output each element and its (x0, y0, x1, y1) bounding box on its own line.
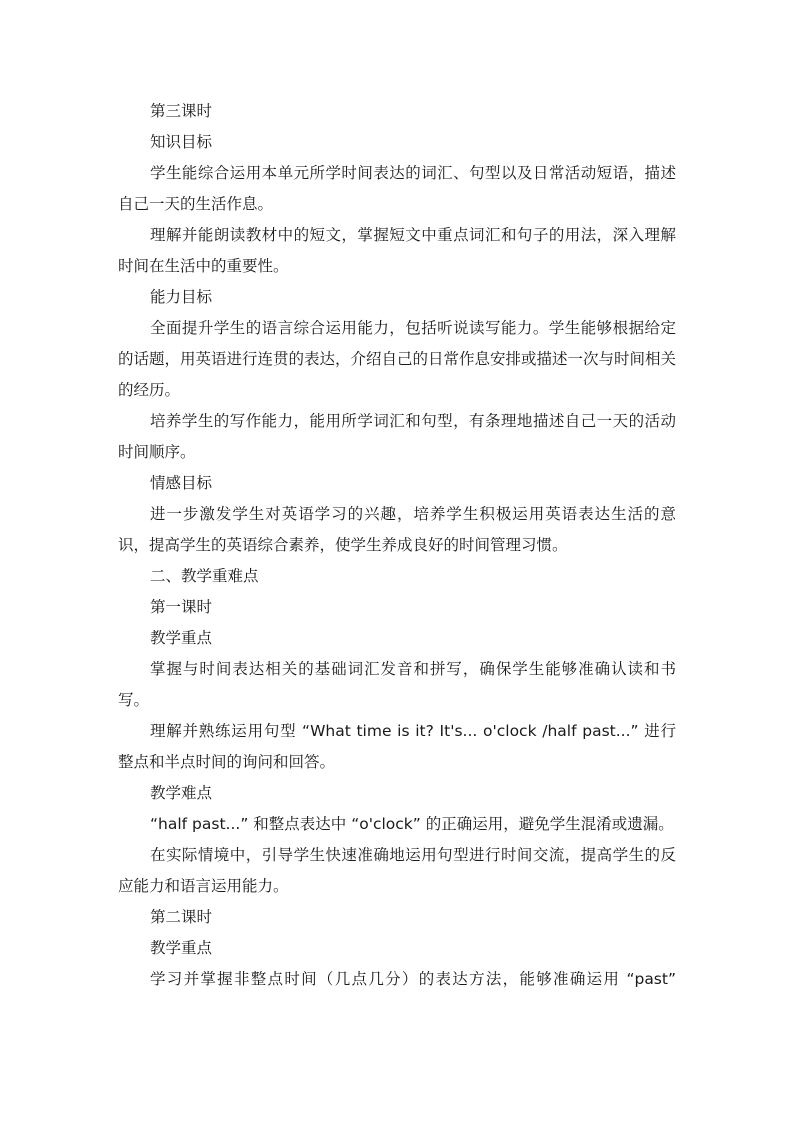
body-paragraph: 进一步激发学生对英语学习的兴趣，培养学生积极运用英语表达生活的意识，提高学生的英语综合素养，使学生养成良好的时间管理习惯。 (118, 505, 676, 554)
body-paragraph: “half past...” 和整点表达中 “o'clock” 的正确运用，避免学生混淆或遗漏。 (150, 815, 674, 833)
teaching-focus-heading: 教学重点 (150, 939, 213, 957)
teaching-difficulty-heading: 教学难点 (150, 784, 213, 802)
knowledge-goal-heading: 知识目标 (150, 133, 213, 151)
lesson-three-heading: 第三课时 (150, 102, 213, 120)
body-paragraph: 全面提升学生的语言综合运用能力，包括听说读写能力。学生能够根据给定的话题，用英语进行连贯的表达，介绍自己的日常作息安排或描述一次与时间相关的经历。 (118, 319, 677, 399)
section-two-heading: 二、教学重难点 (150, 567, 259, 585)
body-paragraph: 学生能综合运用本单元所学时间表达的词汇、句型以及日常活动短语，描述自己一天的生活作息。 (118, 164, 676, 213)
body-paragraph: 掌握与时间表达相关的基础词汇发音和拼写，确保学生能够准确认读和书写。 (118, 660, 676, 709)
document-page (118, 96, 676, 995)
teaching-focus-heading: 教学重点 (150, 629, 213, 647)
body-paragraph: 在实际情境中，引导学生快速准确地运用句型进行时间交流，提高学生的反应能力和语言运用能力。 (118, 846, 676, 895)
body-paragraph: 理解并熟练运用句型 “What time is it? It's... o'clock /half past...” 进行整点和半点时间的询问和回答。 (118, 722, 676, 771)
emotion-goal-heading: 情感目标 (150, 474, 213, 492)
lesson-one-heading: 第一课时 (150, 598, 213, 616)
ability-goal-heading: 能力目标 (150, 288, 213, 306)
body-paragraph: 学习并掌握非整点时间（几点几分）的表达方法，能够准确运用 “past” (150, 970, 676, 988)
body-paragraph: 理解并能朗读教材中的短文，掌握短文中重点词汇和句子的用法，深入理解时间在生活中的重要性。 (118, 226, 676, 275)
lesson-two-heading: 第二课时 (150, 908, 213, 926)
body-paragraph: 培养学生的写作能力，能用所学词汇和句型，有条理地描述自己一天的活动时间顺序。 (118, 412, 676, 461)
